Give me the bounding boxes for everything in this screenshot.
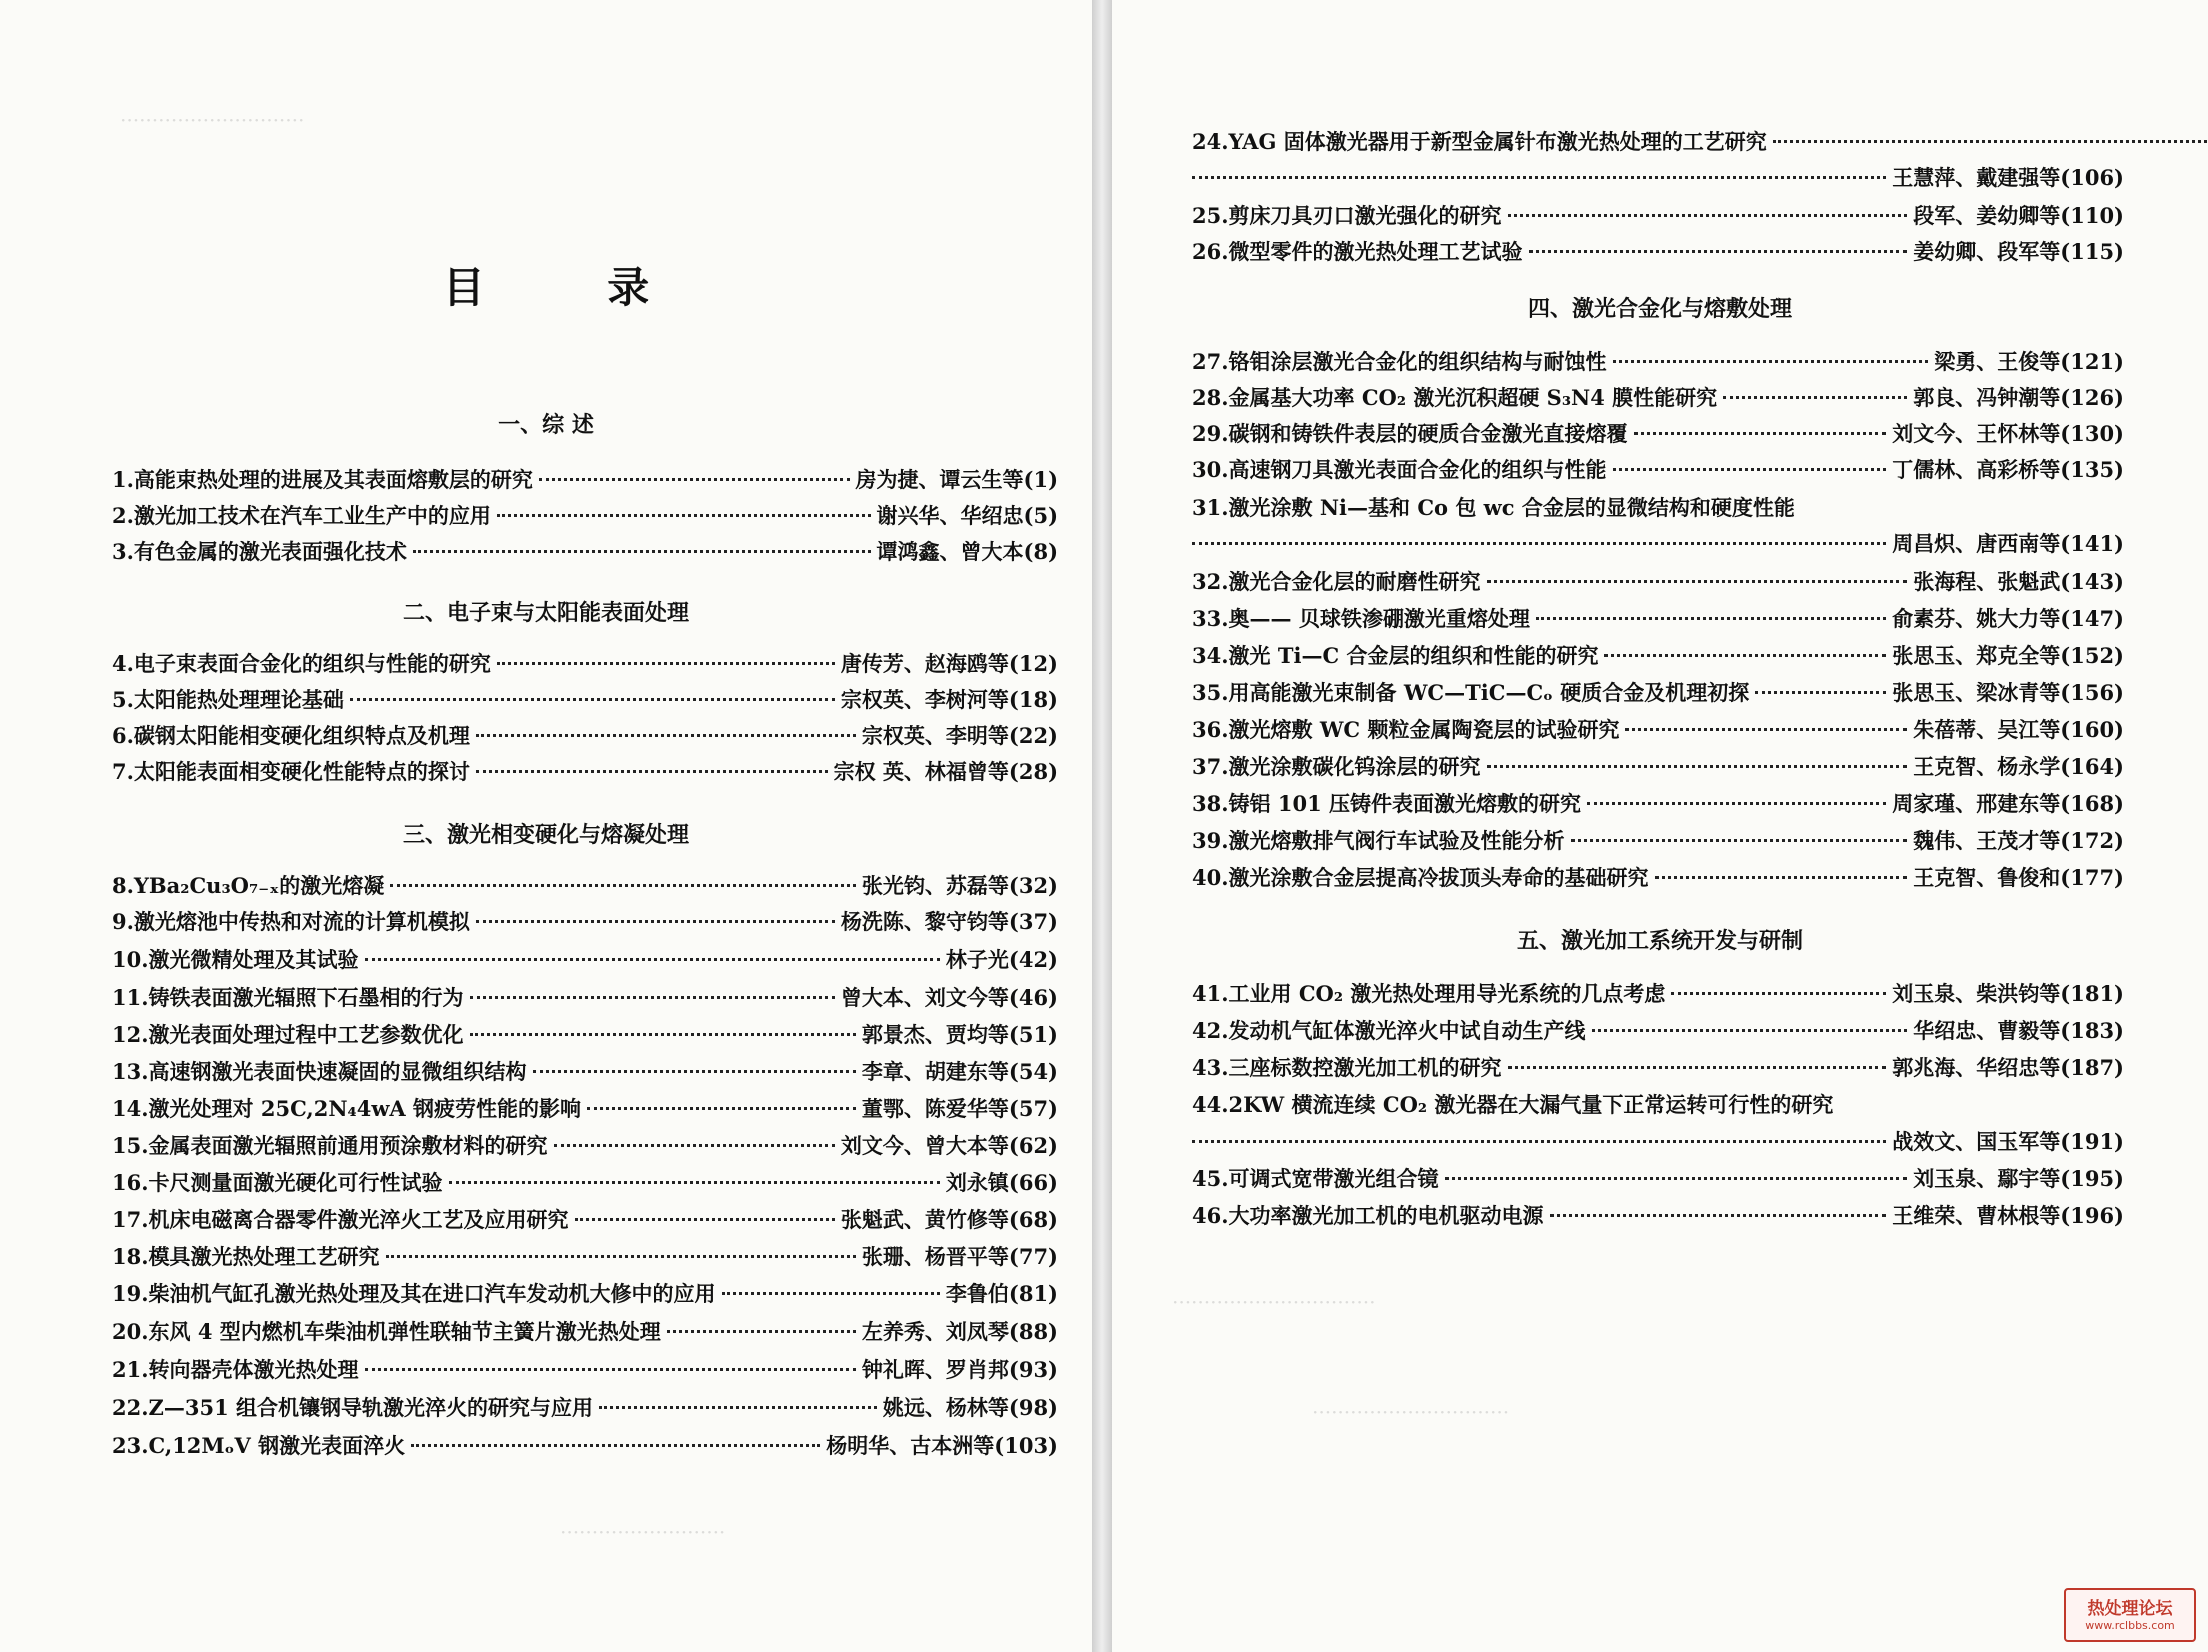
toc-entry-24-continued: 王慧萍、戴建强等(106) xyxy=(1192,164,2124,192)
toc-entry-19[interactable]: 19.柴油机气缸孔激光热处理及其在进口汽车发动机大修中的应用 李鲁伯(81) xyxy=(112,1281,1058,1306)
toc-entry-13[interactable]: 13.高速钢激光表面快速凝固的显微组织结构 李章、胡建东等(54) xyxy=(112,1059,1058,1084)
toc-entry-43[interactable]: 43.三座标数控激光加工机的研究 郭兆海、华绍忠等(187) xyxy=(1192,1055,2124,1080)
toc-entry-22[interactable]: 22.Z—351 组合机镶钢导轨激光淬火的研究与应用 姚远、杨林等(98) xyxy=(112,1395,1058,1420)
right-page xyxy=(1112,0,2208,1652)
toc-entry-32[interactable]: 32.激光合金化层的耐磨性研究 张海程、张魁武(143) xyxy=(1192,569,2124,594)
toc-entry-7[interactable]: 7.太阳能表面相变硬化性能特点的探讨 宗权 英、林福曾等(28) xyxy=(112,759,1058,784)
toc-entry-5[interactable]: 5.太阳能热处理理论基础 宗权英、李树河等(18) xyxy=(112,687,1058,712)
toc-entry-3[interactable]: 3.有色金属的激光表面强化技术 谭鸿鑫、曾大本(8) xyxy=(112,539,1058,564)
toc-entry-39[interactable]: 39.激光熔敷排气阀行车试验及性能分析 魏伟、王茂才等(172) xyxy=(1192,828,2124,853)
left-page xyxy=(0,0,1092,1652)
toc-entry-17[interactable]: 17.机床电磁离合器零件激光淬火工艺及应用研究 张魁武、黄竹修等(68) xyxy=(112,1207,1058,1232)
bleed-through-text: ····························· xyxy=(120,108,305,132)
section-heading-4: 四、激光合金化与熔敷处理 xyxy=(1527,297,1792,322)
toc-title: 目 录 xyxy=(442,263,704,312)
toc-entry-21[interactable]: 21.转向器壳体激光热处理 钟礼晖、罗肖邦(93) xyxy=(112,1357,1058,1382)
toc-entry-33[interactable]: 33.奥—— 贝球铁渗硼激光重熔处理 俞素芬、姚大力等(147) xyxy=(1192,606,2124,631)
toc-entry-34[interactable]: 34.激光 Ti—C 合金层的组织和性能的研究 张思玉、郑克全等(152) xyxy=(1192,643,2124,668)
toc-entry-46[interactable]: 46.大功率激光加工机的电机驱动电源 王维荣、曹林根等(196) xyxy=(1192,1203,2124,1228)
toc-entry-14[interactable]: 14.激光处理对 25C,2N₄4wA 钢疲劳性能的影响 董鄂、陈爱华等(57) xyxy=(112,1096,1058,1121)
section-heading-2: 二、电子束与太阳能表面处理 xyxy=(402,601,689,626)
toc-entry-10[interactable]: 10.激光微精处理及其试验 林子光(42) xyxy=(112,947,1058,972)
toc-entry-35[interactable]: 35.用高能激光束制备 WC—TiC—Cₒ 硬质合金及机理初探 张思玉、梁冰青等(156) xyxy=(1192,680,2124,705)
toc-entry-16[interactable]: 16.卡尺测量面激光硬化可行性试验 刘永镇(66) xyxy=(112,1170,1058,1195)
toc-entry-38[interactable]: 38.铸铝 101 压铸件表面激光熔敷的研究 周家瑾、邢建东等(168) xyxy=(1192,791,2124,816)
toc-entry-28[interactable]: 28.金属基大功率 CO₂ 激光沉积超硬 S₃N4 膜性能研究 郭良、冯钟潮等(126) xyxy=(1192,385,2124,410)
toc-entry-37[interactable]: 37.激光涂敷碳化钨涂层的研究 王克智、杨永学(164) xyxy=(1192,754,2124,779)
toc-entry-31[interactable]: 31.激光涂敷 Ni—基和 Co 包 wc 合金层的显微结构和硬度性能 xyxy=(1192,495,1795,520)
toc-entry-42[interactable]: 42.发动机气缸体激光淬火中试自动生产线 华绍忠、曹毅等(183) xyxy=(1192,1018,2124,1043)
toc-entry-40[interactable]: 40.激光涂敷合金层提高冷拔顶头寿命的基础研究 王克智、鲁俊和(177) xyxy=(1192,865,2124,890)
toc-entry-2[interactable]: 2.激光加工技术在汽车工业生产中的应用 谢兴华、华绍忠(5) xyxy=(112,503,1058,528)
toc-entry-45[interactable]: 45.可调式宽带激光组合镜 刘玉泉、鄢宇等(195) xyxy=(1192,1166,2124,1191)
toc-entry-26[interactable]: 26.微型零件的激光热处理工艺试验 姜幼卿、段军等(115) xyxy=(1192,239,2124,264)
toc-entry-36[interactable]: 36.激光熔敷 WC 颗粒金属陶瓷层的试验研究 朱蓓蒂、吴江等(160) xyxy=(1192,717,2124,742)
section-heading-5: 五、激光加工系统开发与研制 xyxy=(1516,929,1803,954)
section-heading-3: 三、激光相变硬化与熔凝处理 xyxy=(402,823,689,848)
bleed-through-text: ·························· xyxy=(560,1520,726,1544)
toc-entry-11[interactable]: 11.铸铁表面激光辐照下石墨相的行为 曾大本、刘文今等(46) xyxy=(112,985,1058,1010)
toc-entry-30[interactable]: 30.高速钢刀具激光表面合金化的组织与性能 丁儒林、高彩桥等(135) xyxy=(1192,457,2124,482)
toc-entry-9[interactable]: 9.激光熔池中传热和对流的计算机模拟 杨洗陈、黎守钧等(37) xyxy=(112,909,1058,934)
toc-entry-27[interactable]: 27.铬钼涂层激光合金化的组织结构与耐蚀性 梁勇、王俊等(121) xyxy=(1192,349,2124,374)
toc-entry-4[interactable]: 4.电子束表面合金化的组织与性能的研究 唐传芳、赵海鸥等(12) xyxy=(112,651,1058,676)
toc-entry-8[interactable]: 8.YBa₂Cu₃O₇₋ₓ的激光熔凝 张光钧、苏磊等(32) xyxy=(112,873,1058,898)
forum-watermark-stamp: 热处理论坛 www.rclbbs.com xyxy=(2064,1588,2196,1642)
bleed-through-text: ······························· xyxy=(1312,1400,1510,1424)
toc-entry-15[interactable]: 15.金属表面激光辐照前通用预涂敷材料的研究 刘文今、曾大本等(62) xyxy=(112,1133,1058,1158)
toc-entry-23[interactable]: 23.C,12MₒV 钢激光表面淬火 杨明华、古本洲等(103) xyxy=(112,1433,1058,1458)
toc-entry-41[interactable]: 41.工业用 CO₂ 激光热处理用导光系统的几点考虑 刘玉泉、柴洪钧等(181) xyxy=(1192,981,2124,1006)
toc-entry-24[interactable]: 24.YAG 固体激光器用于新型金属针布激光热处理的工艺研究 xyxy=(1192,128,2208,156)
toc-entry-25[interactable]: 25.剪床刀具刃口激光强化的研究 段军、姜幼卿等(110) xyxy=(1192,203,2124,228)
toc-entry-6[interactable]: 6.碳钢太阳能相变硬化组织特点及机理 宗权英、李明等(22) xyxy=(112,723,1058,748)
bleed-through-text: ································ xyxy=(1172,1290,1376,1314)
toc-entry-1[interactable]: 1.高能束热处理的进展及其表面熔敷层的研究 房为捷、谭云生等(1) xyxy=(112,467,1058,492)
toc-entry-44[interactable]: 44.2KW 横流连续 CO₂ 激光器在大漏气量下正常运转可行性的研究 xyxy=(1192,1092,1834,1117)
toc-entry-29[interactable]: 29.碳钢和铸铁件表层的硬质合金激光直接熔覆 刘文今、王怀林等(130) xyxy=(1192,421,2124,446)
section-heading-1: 一、综 述 xyxy=(498,413,594,438)
toc-entry-12[interactable]: 12.激光表面处理过程中工艺参数优化 郭景杰、贾均等(51) xyxy=(112,1022,1058,1047)
toc-entry-20[interactable]: 20.东风 4 型内燃机车柴油机弹性联轴节主簧片激光热处理 左养秀、刘凤琴(88) xyxy=(112,1319,1058,1344)
toc-entry-18[interactable]: 18.模具激光热处理工艺研究 张珊、杨晋平等(77) xyxy=(112,1244,1058,1269)
toc-entry-44-continued: 战效文、国玉军等(191) xyxy=(1192,1128,2124,1156)
book-gutter xyxy=(1092,0,1112,1652)
toc-entry-31-continued: 周昌炽、唐西南等(141) xyxy=(1192,530,2124,558)
